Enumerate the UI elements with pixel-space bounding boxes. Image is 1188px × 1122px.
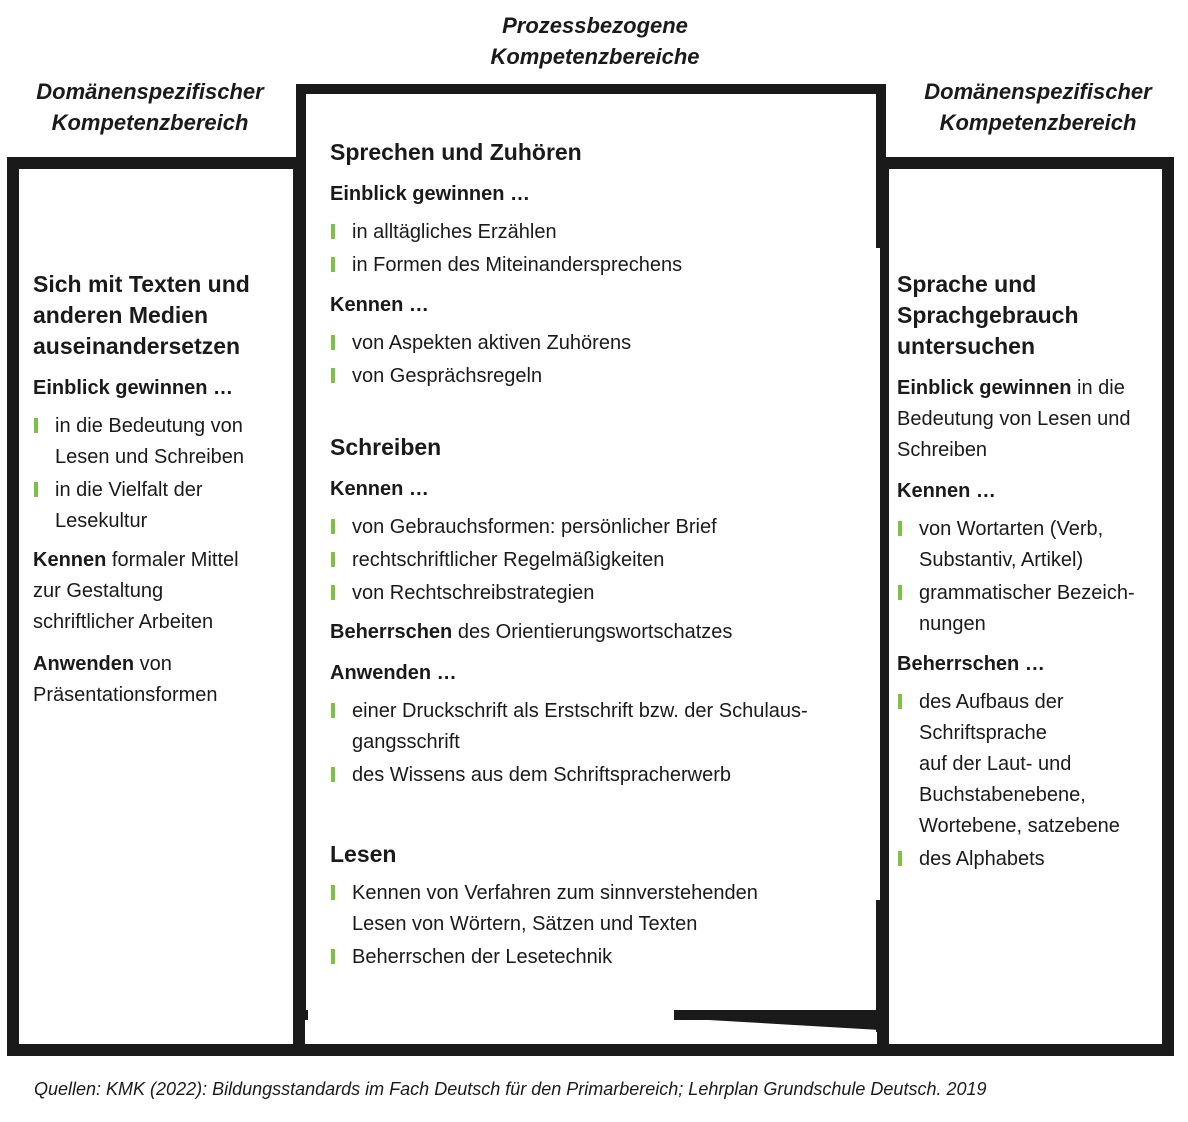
left-column: [33, 269, 293, 711]
center-frame-taper-bottom-edge: [674, 1018, 880, 1030]
schreiben-beherrschen-text: Beherrschen des Orientierungswortschatzes: [330, 621, 733, 643]
schreiben-anwenden-list: [330, 696, 870, 791]
list-item: des Wissens aus dem Schriftspracherwerb: [330, 760, 870, 791]
list-item: des Aufbaus der Schriftsprache auf der Laut- und Buchstabenebene, Wortebene, satzebene: [897, 687, 1167, 842]
bullet-marker: [331, 368, 335, 383]
list-item: Kennen von Verfahren zum sinnverstehenden Lesen von Wörtern, Sätzen und Texten: [330, 878, 870, 940]
list-item: von Gesprächsregeln: [330, 361, 870, 392]
lesen-list: [330, 878, 870, 973]
list-item: einer Druckschrift als Erstschrift bzw. der Schulaus- gangsschrift: [330, 696, 870, 758]
right-header-line: Domänenspezifischer: [924, 79, 1152, 104]
left-kennen-bold: Kennen: [33, 549, 107, 571]
right-einblick-text: Einblick gewinnen in die Bedeutung von Lesen und Schreiben: [897, 377, 1131, 461]
bullet-marker: [331, 224, 335, 239]
bullet-marker: [898, 694, 902, 709]
sprechen-title: Sprechen und Zuhören: [330, 139, 582, 165]
right-header-line: Kompetenzbereich: [939, 110, 1137, 135]
sprechen-einblick-list: [330, 217, 870, 281]
sprechen-einblick-label: Einblick gewinnen …: [330, 183, 531, 205]
center-header-line: Prozessbezogene: [502, 13, 688, 38]
left-einblick-label: Einblick gewinnen …: [33, 377, 234, 399]
left-title: Sich mit Texten und anderen Medien auseinandersetzen: [33, 271, 250, 359]
center-column: [330, 137, 870, 975]
sprechen-kennen-label: Kennen …: [330, 294, 429, 316]
schreiben-title: Schreiben: [330, 434, 442, 460]
list-item: in alltägliches Erzählen: [330, 217, 870, 248]
bullet-marker: [34, 482, 38, 497]
schreiben-kennen-label: Kennen …: [330, 478, 429, 500]
bullet-marker: [331, 335, 335, 350]
right-title: Sprache und Sprachgebrauch untersuchen: [897, 271, 1079, 359]
list-item: von Wortarten (Verb, Substantiv, Artikel): [897, 514, 1167, 576]
bullet-marker: [331, 949, 335, 964]
bullet-marker: [898, 521, 902, 536]
left-einblick-list: [33, 411, 293, 537]
list-item: in die Vielfalt der Lesekultur: [33, 475, 293, 537]
list-item: in die Bedeutung von Lesen und Schreiben: [33, 411, 293, 473]
list-item: von Gebrauchsformen: persönlicher Brief: [330, 512, 870, 543]
bottom-bar: [7, 1044, 1174, 1056]
bullet-marker: [331, 703, 335, 718]
right-kennen-list: [897, 514, 1167, 640]
left-header-line: Kompetenzbereich: [51, 110, 249, 135]
bullet-marker: [331, 552, 335, 567]
lesen-title: Lesen: [330, 841, 397, 867]
bullet-marker: [898, 585, 902, 600]
sprechen-kennen-list: [330, 328, 870, 392]
right-einblick-bold: Einblick gewinnen: [897, 377, 1072, 399]
list-item: rechtschriftlicher Regelmäßigkeiten: [330, 545, 870, 576]
right-header: [898, 76, 1178, 138]
list-item: grammatischer Bezeich- nungen: [897, 578, 1167, 640]
left-kennen-text: Kennen formaler Mittel zur Gestaltung schriftlicher Arbeiten: [33, 549, 239, 633]
left-header-line: Domänenspezifischer: [36, 79, 264, 104]
right-beherrschen-list: [897, 687, 1167, 875]
bullet-marker: [331, 885, 335, 900]
bullet-marker: [331, 519, 335, 534]
list-item: von Rechtschreibstrategien: [330, 578, 870, 609]
right-column: [897, 269, 1167, 877]
left-anwenden-text: Anwenden von Präsentationsformen: [33, 653, 218, 706]
right-beherrschen-label: Beherrschen …: [897, 653, 1045, 675]
bullet-marker: [331, 257, 335, 272]
list-item: von Aspekten aktiven Zuhörens: [330, 328, 870, 359]
source-note: Quellen: KMK (2022): Bildungsstandards im Fach Deutsch für den Primarbereich; Lehrplan Grundschule Deutsch. 2019: [34, 1079, 987, 1099]
bullet-marker: [331, 585, 335, 600]
bullet-marker: [331, 767, 335, 782]
bullet-marker: [898, 851, 902, 866]
list-item: des Alphabets: [897, 844, 1167, 875]
center-header-line: Kompetenzbereiche: [490, 44, 700, 69]
list-item: in Formen des Miteinandersprechens: [330, 250, 870, 281]
schreiben-kennen-list: [330, 512, 870, 609]
schreiben-anwenden-label: Anwenden …: [330, 662, 457, 684]
left-anwenden-bold: Anwenden: [33, 653, 135, 675]
left-header: [10, 76, 290, 138]
schreiben-beherrschen-bold: Beherrschen: [330, 621, 453, 643]
right-kennen-label: Kennen …: [897, 480, 996, 502]
bullet-marker: [34, 418, 38, 433]
list-item: Beherrschen der Lesetechnik: [330, 942, 870, 973]
center-header: [400, 10, 790, 72]
